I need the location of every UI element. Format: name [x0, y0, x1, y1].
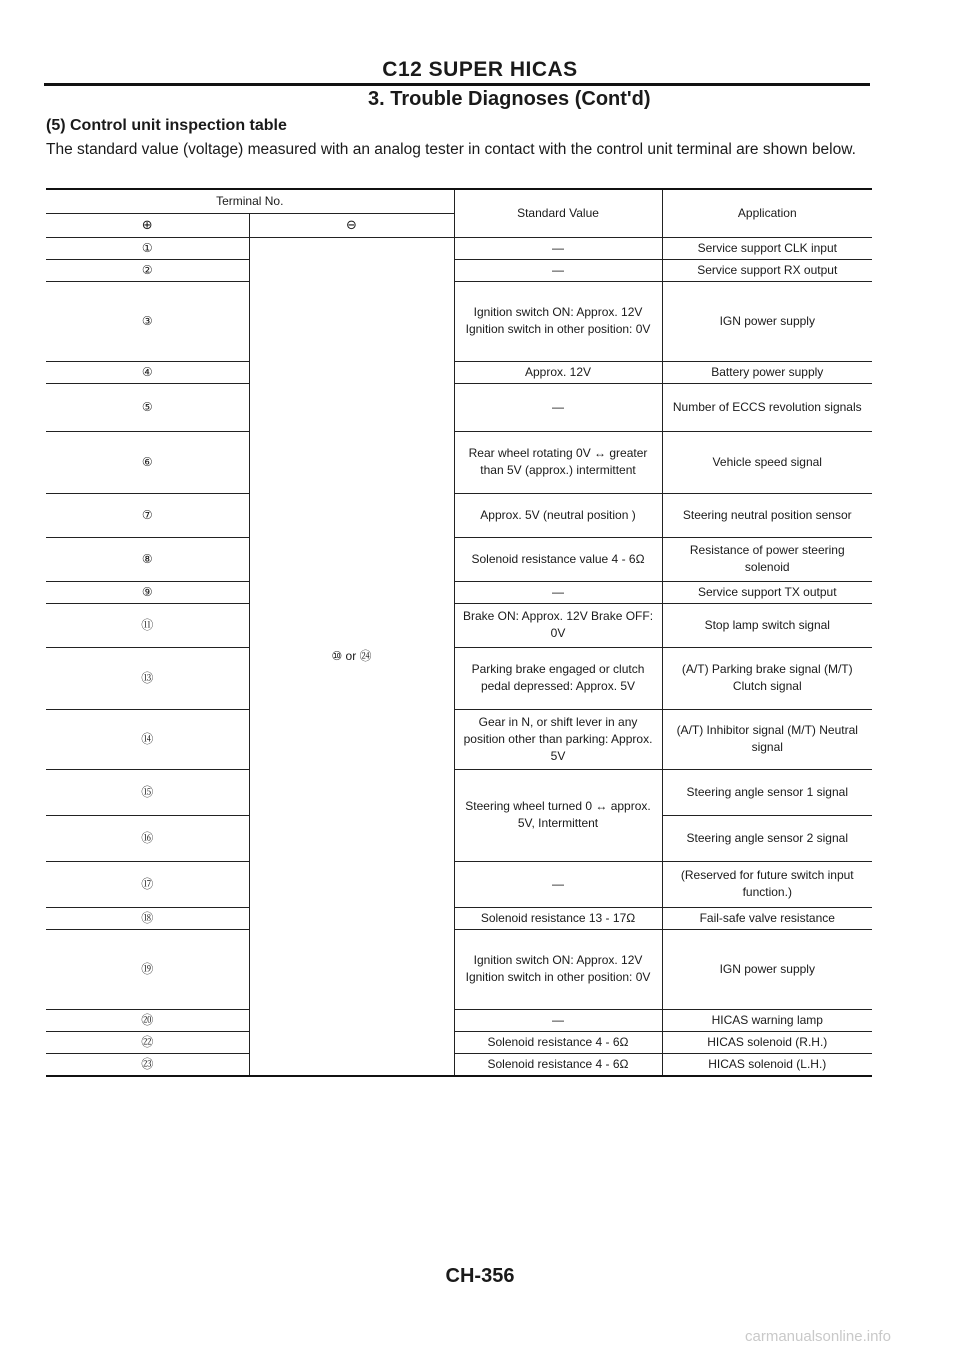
table-row: [46, 1031, 872, 1053]
terminal-cell: ⑪: [46, 603, 249, 647]
application-cell: Steering neutral position sensor: [662, 493, 872, 537]
table-row: [46, 537, 872, 581]
terminal-cell: ④: [46, 361, 249, 383]
header-plus-terminal: [46, 213, 249, 237]
application-cell: Steering angle sensor 2 signal: [662, 815, 872, 861]
table-row: [46, 929, 872, 1009]
minus-terminal-cell: ⑩ or ㉔: [249, 237, 454, 1076]
table-row: [46, 259, 872, 281]
header-standard-value: Standard Value: [454, 189, 662, 237]
table-row: [46, 1009, 872, 1031]
header-terminal-no: Terminal No.: [46, 189, 454, 213]
value-cell: —: [454, 581, 662, 603]
application-cell: Steering angle sensor 1 signal: [662, 769, 872, 815]
value-cell: —: [454, 1009, 662, 1031]
intro-text: The standard value (voltage) measured with an analog tester in contact with the control unit terminal are shown below.: [46, 141, 856, 158]
table-row: [46, 493, 872, 537]
application-cell: Stop lamp switch signal: [662, 603, 872, 647]
terminal-cell: ③: [46, 281, 249, 361]
title-rule: [44, 83, 870, 86]
value-cell: —: [454, 383, 662, 431]
application-cell: (A/T) Parking brake signal (M/T) Clutch signal: [662, 647, 872, 709]
inspection-table: [46, 188, 872, 1077]
application-cell: IGN power supply: [662, 929, 872, 1009]
terminal-cell: ⑨: [46, 581, 249, 603]
minus-icon: ⊖: [346, 217, 357, 232]
page-subtitle: 3. Trouble Diagnoses (Cont'd): [368, 88, 651, 110]
terminal-cell: ①: [46, 237, 249, 259]
header-application: Application: [662, 189, 872, 237]
table-row: [46, 709, 872, 769]
application-cell: Battery power supply: [662, 361, 872, 383]
watermark: carmanualsonline.info: [745, 1328, 891, 1345]
table-row: [46, 1053, 872, 1076]
application-cell: Fail-safe valve resistance: [662, 907, 872, 929]
terminal-cell: ㉒: [46, 1031, 249, 1053]
value-cell: Brake ON: Approx. 12V Brake OFF: 0V: [454, 603, 662, 647]
application-cell: HICAS solenoid (R.H.): [662, 1031, 872, 1053]
table-row: [46, 907, 872, 929]
value-cell: Ignition switch ON: Approx. 12V Ignition switch in other position: 0V: [454, 281, 662, 361]
table-row: [46, 647, 872, 709]
application-cell: Resistance of power steering solenoid: [662, 537, 872, 581]
value-cell: Solenoid resistance 4 - 6Ω: [454, 1031, 662, 1053]
terminal-cell: ②: [46, 259, 249, 281]
value-cell: Approx. 5V (neutral position ): [454, 493, 662, 537]
terminal-cell: ⑲: [46, 929, 249, 1009]
application-cell: Vehicle speed signal: [662, 431, 872, 493]
section-heading: (5) Control unit inspection table: [46, 117, 287, 134]
terminal-cell: ⑬: [46, 647, 249, 709]
value-cell: Gear in N, or shift lever in any position other than parking: Approx. 5V: [454, 709, 662, 769]
terminal-cell: ⑮: [46, 769, 249, 815]
table-row: [46, 861, 872, 907]
table-row: [46, 383, 872, 431]
value-cell: Parking brake engaged or clutch pedal depressed: Approx. 5V: [454, 647, 662, 709]
terminal-cell: ⑳: [46, 1009, 249, 1031]
page-number: CH-356: [445, 1265, 515, 1287]
value-cell: Steering wheel turned 0 ↔ approx. 5V, Intermittent: [454, 769, 662, 861]
application-cell: HICAS warning lamp: [662, 1009, 872, 1031]
table-row: [46, 431, 872, 493]
table-row: [46, 581, 872, 603]
value-cell: Solenoid resistance 13 - 17Ω: [454, 907, 662, 929]
application-cell: Service support RX output: [662, 259, 872, 281]
table-row: [46, 361, 872, 383]
terminal-cell: ⑯: [46, 815, 249, 861]
value-cell: —: [454, 861, 662, 907]
value-cell: Rear wheel rotating 0V ↔ greater than 5V (approx.) intermittent: [454, 431, 662, 493]
terminal-cell: ㉓: [46, 1053, 249, 1076]
table-row: [46, 281, 872, 361]
value-cell: —: [454, 237, 662, 259]
page-title: C12 SUPER HICAS: [382, 58, 578, 81]
application-cell: (Reserved for future switch input function.): [662, 861, 872, 907]
value-cell: —: [454, 259, 662, 281]
table-row: [46, 603, 872, 647]
terminal-cell: ⑤: [46, 383, 249, 431]
plus-icon: ⊕: [141, 217, 153, 232]
application-cell: (A/T) Inhibitor signal (M/T) Neutral signal: [662, 709, 872, 769]
application-cell: Number of ECCS revolution signals: [662, 383, 872, 431]
terminal-cell: ⑱: [46, 907, 249, 929]
application-cell: Service support CLK input: [662, 237, 872, 259]
terminal-cell: ⑧: [46, 537, 249, 581]
application-cell: Service support TX output: [662, 581, 872, 603]
value-cell: Solenoid resistance 4 - 6Ω: [454, 1053, 662, 1076]
table-row: [46, 769, 872, 815]
application-cell: HICAS solenoid (L.H.): [662, 1053, 872, 1076]
application-cell: IGN power supply: [662, 281, 872, 361]
terminal-cell: ⑦: [46, 493, 249, 537]
terminal-cell: ⑰: [46, 861, 249, 907]
header-minus-terminal: [249, 213, 454, 237]
value-cell: Ignition switch ON: Approx. 12V Ignition switch in other position: 0V: [454, 929, 662, 1009]
terminal-cell: ⑥: [46, 431, 249, 493]
value-cell: Approx. 12V: [454, 361, 662, 383]
table-row: [46, 237, 872, 259]
terminal-cell: ⑭: [46, 709, 249, 769]
value-cell: Solenoid resistance value 4 - 6Ω: [454, 537, 662, 581]
